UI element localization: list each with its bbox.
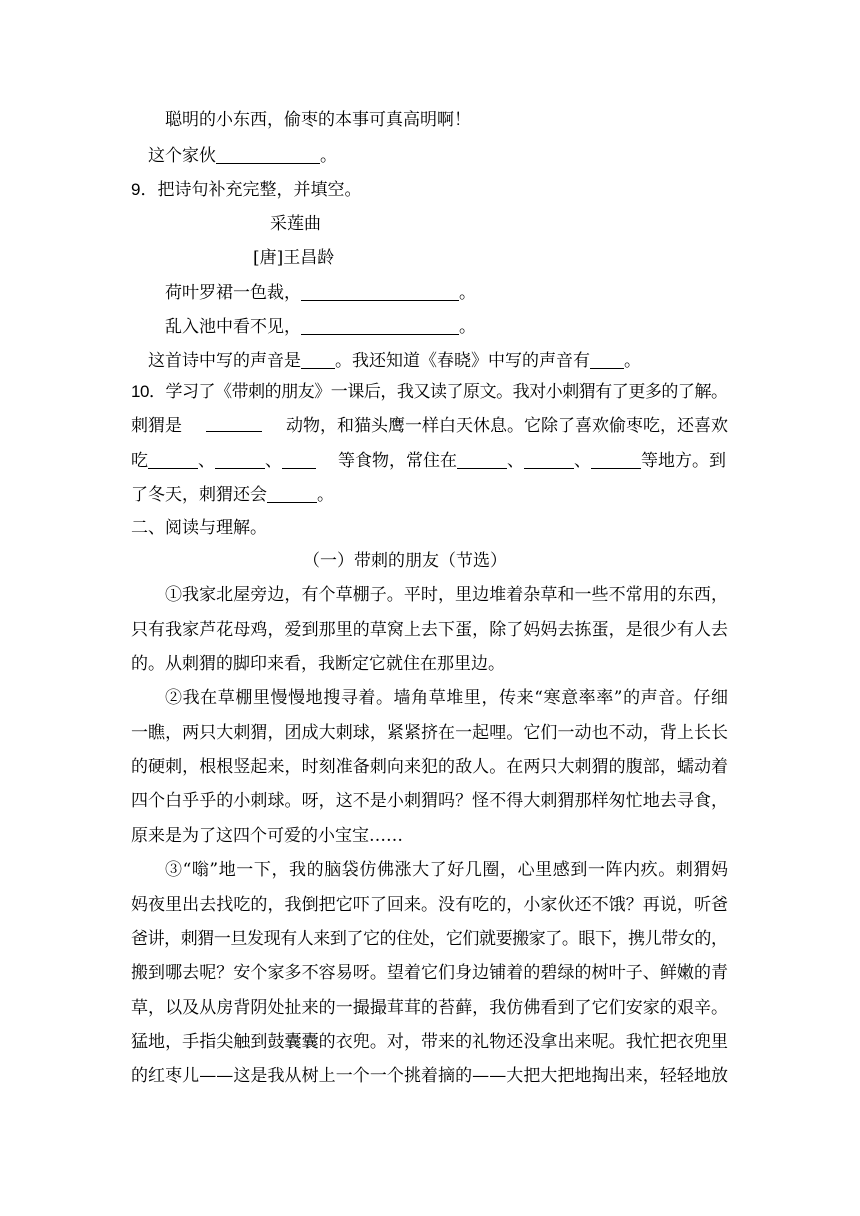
q10-food-blank-2[interactable] (215, 451, 265, 469)
passage-line (131, 755, 728, 779)
passage-line-text: 的硬刺，根根竖起来，时刻准备刺向来犯的敌人。在两只大刺猬的腹部，蠕动着 (131, 757, 729, 777)
section-heading: 二、阅读与理解。 (131, 518, 267, 538)
q8-fill-line (148, 144, 337, 168)
q9-sound-a: 这首诗中写的声音是 (148, 351, 301, 371)
passage-line-text: ③“嗡”地一下，我的脑袋仿佛涨大了好几圈，心里感到一阵内疚。刺猬妈 (165, 860, 729, 880)
passage-line-text: 猛地，手指尖触到鼓囊囊的衣兜。对，带来的礼物还没拿出来呢。我忙把衣兜里 (131, 1032, 729, 1052)
passage-line-text: ②我在草棚里慢慢地搜寻着。墙角草堆里，传来“寒意率率”的声音。仔细 (165, 688, 729, 708)
q10-intro: 学习了《带刺的朋友》一课后，我又读了原文。我对小刺猬有了更多的了解。 (165, 382, 728, 402)
passage-line-text: 搬到哪去呢？安个家多不容易呀。望着它们身边铺着的碧绿的树叶子、鲜嫩的青 (131, 963, 729, 983)
passage-line-text: 妈夜里出去找吃的，我倒把它吓了回来。没有吃的，小家伙还不饿？再说，听爸 (131, 895, 729, 915)
q10-l4-b: 。 (317, 485, 334, 505)
q10-line-4 (131, 483, 334, 507)
q10-food-blank-3[interactable] (282, 451, 316, 469)
poem-title: 采莲曲 (270, 214, 321, 234)
passage-line-text: 四个白乎乎的小刺球。呀，这不是小刺猬吗？怪不得大刺猬那样匆忙地去寻食， (131, 791, 729, 811)
poem-line-2-text: 乱入池中看不见， (165, 317, 301, 337)
passage-line: 的。从刺猬的脚印来看，我断定它就住在那里边。 (131, 654, 505, 674)
q10-l2-b: 动物，和猫头鹰一样白天休息。它除了喜欢偷枣吃，还喜欢 (286, 416, 728, 436)
q9-sound-line (148, 349, 641, 373)
passage-line-text: 只有我家芦花母鸡，爱到那里的草窝上去下蛋，除了妈妈去拣蛋，是很少有人去 (131, 620, 729, 640)
q10-blank-type[interactable] (206, 414, 262, 432)
q10-winter-blank[interactable] (267, 485, 317, 503)
passage-line (165, 686, 728, 710)
passage-line-text: 的红枣儿——这是我从树上一个一个挑着摘的——大把大把地掏出来，轻轻地放 (131, 1066, 729, 1086)
passage-line (131, 618, 728, 642)
q10-line-3 (131, 449, 726, 473)
separator: 、 (198, 451, 215, 471)
poem-line-1-end: 。 (459, 283, 476, 303)
passage-line-text: ①我家北屋旁边，有个草棚子。平时，里边堆着杂草和一些不常用的东西， (165, 585, 729, 605)
q8-sentence: 聪明的小东西，偷枣的本事可真高明啊！ (165, 110, 471, 130)
poem-author: [唐]王昌龄 (253, 248, 335, 268)
separator: 、 (574, 451, 591, 471)
passage-line (165, 858, 728, 882)
q9-heading (131, 178, 361, 202)
q10-l3-c: 等地方。到 (641, 451, 726, 471)
q10-place-blank-1[interactable] (457, 451, 507, 469)
q9-sound-b: 。我还知道《春晓》中写的声音有 (335, 351, 590, 371)
passage-line (131, 927, 728, 951)
passage-line (131, 893, 728, 917)
passage-line (131, 1064, 728, 1088)
q10-place-blank-3[interactable] (591, 451, 641, 469)
q10-line-2 (131, 414, 728, 438)
passage-line (165, 583, 728, 607)
poem-line-2-end: 。 (459, 317, 476, 337)
q10-line-1-text (131, 380, 728, 404)
q10-number: 10． (131, 382, 166, 401)
q8-blank[interactable] (216, 146, 320, 164)
poem-line-1-text: 荷叶罗裙一色裁， (165, 283, 301, 303)
poem-line-1-blank[interactable] (301, 283, 459, 301)
q8-fill-prefix: 这个家伙 (148, 146, 216, 166)
poem-line-1 (165, 281, 476, 305)
passage-title: （一）带刺的朋友（节选） (303, 551, 507, 571)
q10-l4-a: 了冬天，刺猬还会 (131, 485, 267, 505)
q9-title: 把诗句补充完整，并填空。 (157, 180, 362, 200)
passage-line (131, 789, 728, 813)
passage-line (131, 1030, 728, 1054)
q10-l2-a: 刺猬是 (131, 416, 182, 436)
q9-sound-blank-1[interactable] (301, 351, 335, 369)
q10-place-blank-2[interactable] (524, 451, 574, 469)
q10-l3-a: 吃 (131, 451, 148, 471)
q10-food-blank-1[interactable] (148, 451, 198, 469)
q9-number: 9． (131, 180, 158, 199)
passage-line (131, 961, 728, 985)
poem-line-2-blank[interactable] (301, 317, 459, 335)
passage-line-text: 草，以及从房背阴处扯来的一撮撮茸茸的苔藓，我仿佛看到了它们安家的艰辛。 (131, 998, 729, 1018)
passage-line-text: 一瞧，两只大刺猬，团成大刺球，紧紧挤在一起哩。它们一动也不动，背上长长 (131, 723, 729, 743)
poem-line-2 (165, 315, 476, 339)
passage-line (131, 721, 728, 745)
separator: 、 (507, 451, 524, 471)
passage-line: 原来是为了这四个可爱的小宝宝…… (131, 826, 403, 846)
q10-line-1 (131, 380, 728, 404)
separator: 、 (265, 451, 282, 471)
q9-sound-blank-2[interactable] (590, 351, 624, 369)
q10-l3-b: 等食物，常住在 (338, 451, 457, 471)
passage-line (131, 996, 728, 1020)
q8-fill-end: 。 (320, 146, 337, 166)
q9-sound-c: 。 (624, 351, 641, 371)
passage-line-text: 爸讲，刺猬一旦发现有人来到了它的住处，它们就要搬家了。眼下，携儿带女的， (131, 929, 728, 949)
